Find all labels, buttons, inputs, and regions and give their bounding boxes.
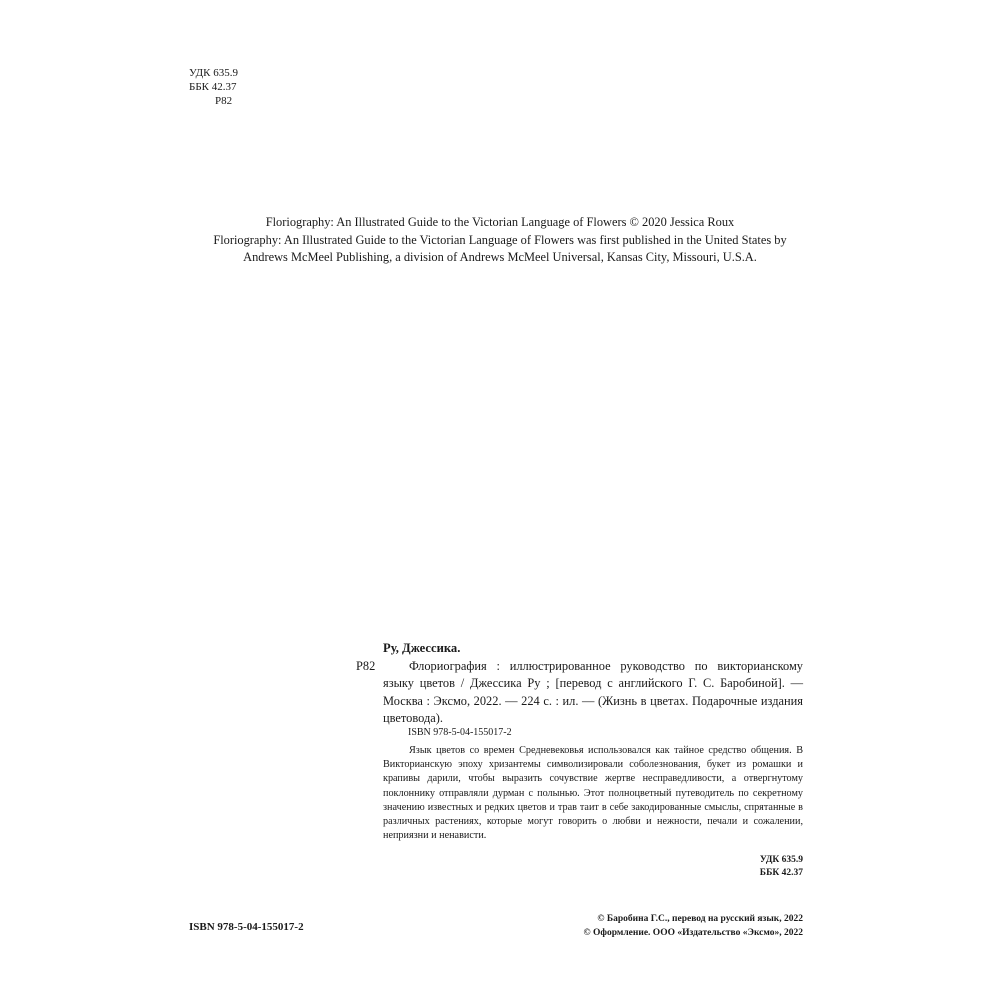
copyright-ru-line-2: © Оформление. ООО «Издательство «Эксмо», 2022 — [583, 928, 803, 938]
bibliographic-record — [383, 640, 803, 727]
copyright-ru-line-1: © Баробина Г.С., перевод на русский язык, 2022 — [597, 914, 803, 924]
english-copyright-notice — [150, 214, 850, 267]
copyright-en-line-3: Andrews McMeel Publishing, a division of Andrews McMeel Universal, Kansas City, Missouri, U.S.A. — [243, 250, 757, 264]
udk-code-bottom: УДК 635.9 — [759, 855, 803, 865]
annotation-text: Язык цветов со времен Средневековья использовался как тайное средство общения. В Викторианскую эпоху хризантемы символизировали соболезнования, букет из ромашки и крапивы дарили, чтобы выразить сочувствие жертве несправедливости, а отвергнутому поклоннику отправляли дурман с полынью. Этот полноцветный путеводитель по секретному значению известных и редких цветов и трав таит в себе закодированные смыслы, спрятанные в различных растениях, которые могут говорить о любви и нежности, печали и сожалении, неприязни и ненависти. — [383, 745, 803, 842]
record-description: Флориография : иллюстрированное руководство по викторианскому языку цветов / Джессика Ру ; [перевод с английского Г. С. Баробиной]. — Москва : Эксмо, 2022. — 224 с. : ил. — (Жизнь в цветах. Подарочные издания цветовода). — [383, 659, 803, 725]
russian-copyright-notice — [584, 912, 803, 940]
udk-code: УДК 635.9 — [189, 67, 239, 79]
classification-block-bottom — [760, 854, 803, 880]
author-sign-code: Р82 — [215, 95, 233, 107]
record-author: Ру, Джессика. — [383, 641, 461, 655]
classification-block-top — [189, 66, 238, 108]
record-isbn: ISBN 978-5-04-155017-2 — [408, 727, 512, 738]
bbk-code-bottom: ББК 42.37 — [759, 868, 803, 878]
isbn-bottom: ISBN 978-5-04-155017-2 — [189, 921, 304, 933]
copyright-en-line-2: Floriography: An Illustrated Guide to the Victorian Language of Flowers was first published in the United States by — [213, 232, 787, 247]
bbk-code: ББК 42.37 — [189, 81, 237, 93]
bibliographic-author-code: Р82 — [356, 659, 376, 673]
copyright-en-line-1: Floriography: An Illustrated Guide to the Victorian Language of Flowers © 2020 Jessica Roux — [265, 215, 735, 229]
